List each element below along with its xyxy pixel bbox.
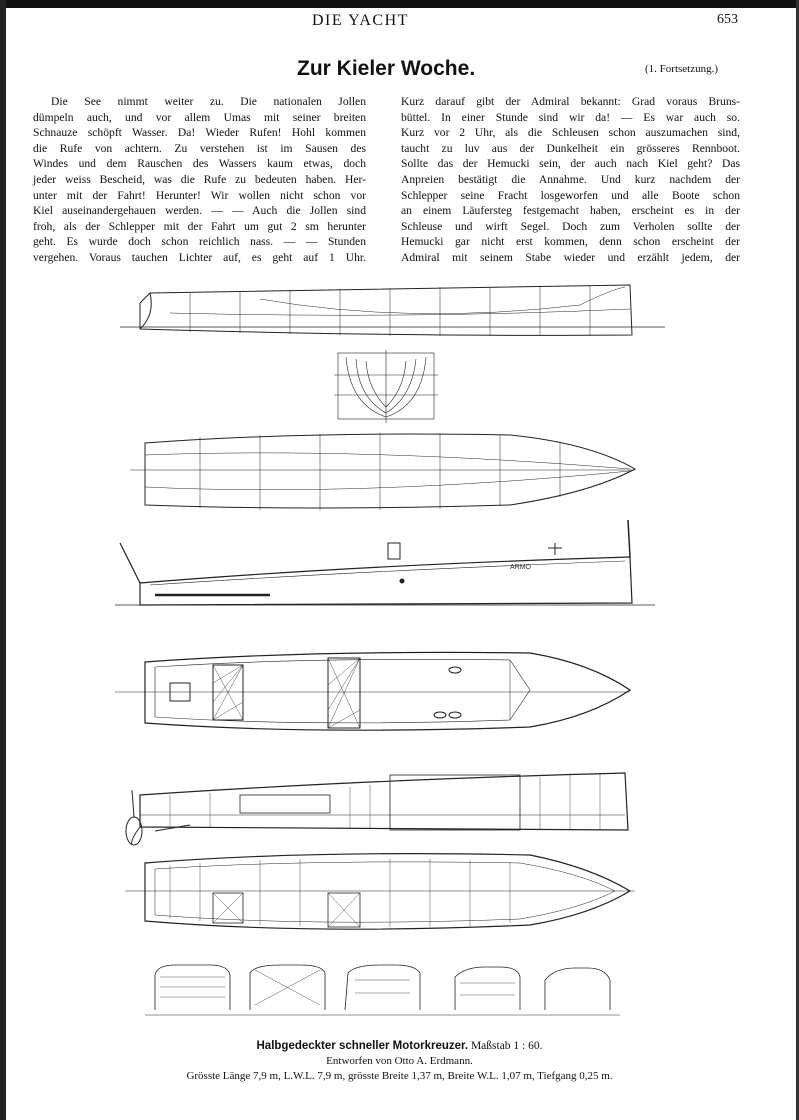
figure-caption bbox=[0, 1040, 799, 1052]
text-line: unter mit der Fahrt! Herunter! Wir wollen nicht schon vor bbox=[33, 188, 366, 202]
text-line: Schlepper seine Fracht losgeworfen und alle Boote schon bbox=[401, 188, 740, 202]
body-plan bbox=[334, 350, 438, 423]
lines-plan-profile bbox=[120, 285, 665, 336]
figure-designer: Entworfen von Otto A. Erdmann. bbox=[326, 1055, 473, 1067]
continuation-note: (1. Fortsetzung.) bbox=[645, 63, 719, 75]
page-number: 653 bbox=[717, 12, 738, 27]
text-line: jeder weiss Bescheid, was die Rufe zu bedeuten haben. Her- bbox=[33, 172, 366, 186]
inboard-profile bbox=[126, 773, 628, 845]
text-line: die Rufe von achtern. Zu verstehen ist im Sausen des bbox=[33, 141, 366, 155]
half-breadth-plan bbox=[130, 433, 635, 510]
text-column-right bbox=[401, 94, 740, 266]
text-line: Schleuse und wirft Segel. Doch zum Verholen sollte der bbox=[401, 219, 740, 233]
figure-title: Halbgedeckter schneller Motorkreuzer. bbox=[256, 1040, 469, 1052]
text-line: Schnauze schöpft Wasser. Da! Wieder Rufen! Hohl kommen bbox=[33, 126, 366, 140]
text-line: Kiel auseinandergehauen werden. — — Auch die Jollen sind bbox=[33, 204, 366, 218]
inboard-plan bbox=[125, 854, 635, 930]
text-column-left bbox=[33, 94, 366, 266]
text-line: Anpreien bestätigt die Annahme. Und kurz nachdem der bbox=[401, 172, 740, 186]
text-line: Kurz vor 2 Uhr, als die Schleusen schon auszumachen sind, bbox=[401, 126, 740, 140]
article-title: Zur Kieler Woche. bbox=[297, 57, 476, 80]
text-line: Die See nimmt weiter zu. Die nationalen Jollen bbox=[51, 95, 366, 108]
text-line: froh, als der Schlepper mit der Fahrt um gut 2 sm herunter bbox=[33, 219, 366, 233]
page-left-edge bbox=[0, 0, 6, 1120]
outboard-profile bbox=[115, 520, 655, 605]
text-line: Admiral mit seinem Stabe wieder und erzählt jedem, der bbox=[401, 250, 740, 264]
text-line: an einem Läufersteg festgemacht haben, erscheint es in der bbox=[401, 204, 740, 218]
text-line: Hemucki gar nicht erst kommen, denn schon erscheint der bbox=[401, 235, 740, 249]
boat-plans-figure bbox=[110, 265, 670, 1035]
figure-scale: Maßstab 1 : 60. bbox=[470, 1040, 543, 1052]
hull-name-label: ARMO bbox=[510, 564, 531, 571]
figure-dimensions: Grösste Länge 7,9 m, L.W.L. 7,9 m, grösste Breite 1,37 m, Breite W.L. 1,07 m, Tiefgang 0,25 m. bbox=[186, 1070, 613, 1082]
text-line: geht. Es wurde doch schon reichlich nass. — — Stunden bbox=[33, 235, 366, 249]
text-line: vergehen. Voraus tauchen Lichter auf, es geht auf 1 Uhr. bbox=[33, 250, 366, 264]
text-line: büttel. In einer Stunde sind wir da! — Es war auch so. bbox=[401, 110, 740, 124]
text-line: taucht zu luv aus der Dunkelheit ein grösseres Rennboot. bbox=[401, 141, 740, 155]
text-line: Windes und dem Rauschen des Wassers kaum etwas, doch bbox=[33, 157, 366, 171]
text-line: Sollte das der Hemucki sein, der auch nach Kiel geht? Das bbox=[401, 157, 740, 171]
cross-sections bbox=[145, 965, 620, 1015]
page-top-edge bbox=[0, 0, 799, 8]
deck-plan bbox=[115, 652, 630, 730]
text-line: Kurz darauf gibt der Admiral bekannt: Grad voraus Bruns- bbox=[401, 95, 740, 108]
running-title: DIE YACHT bbox=[312, 12, 409, 29]
text-line: dümpeln auch, und vor allem Umas mit seiner breiten bbox=[33, 110, 366, 124]
